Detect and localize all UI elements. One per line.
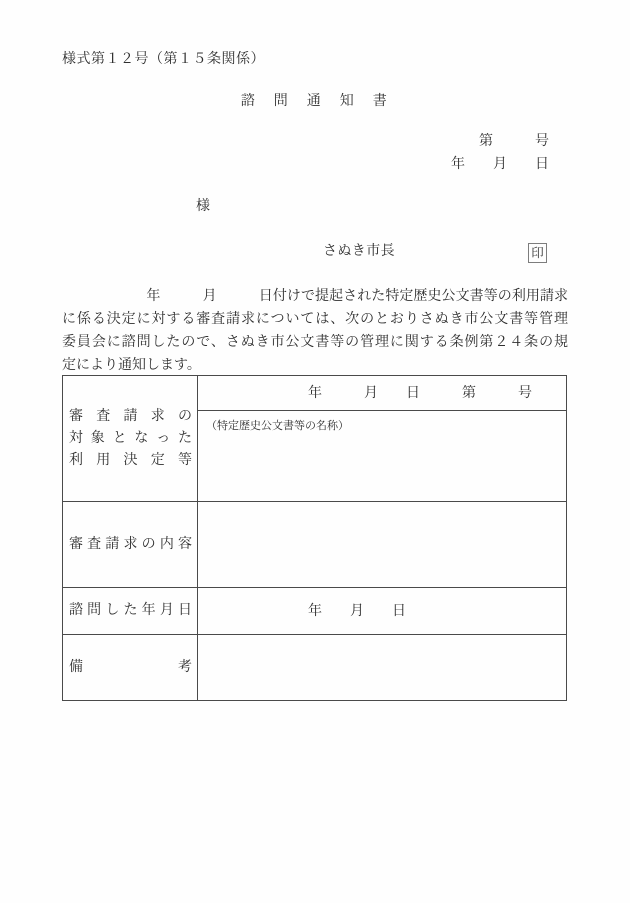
number-date-block bbox=[0, 130, 549, 176]
table-cell-subject bbox=[198, 376, 566, 501]
table-row-subject bbox=[63, 376, 566, 502]
table-cell-document-name: （特定歴史公文書等の名称） bbox=[206, 420, 349, 432]
document-title: 諮 問 通 知 書 bbox=[240, 94, 390, 109]
seal-icon: 印 bbox=[531, 245, 544, 260]
table-label-request-content-text: 審査請求の内容 bbox=[69, 536, 192, 552]
table-cell-date-number: 年 月 日 第 号 bbox=[198, 376, 566, 411]
date-line: 年 月 日 bbox=[451, 157, 549, 172]
body-paragraph bbox=[62, 285, 568, 377]
body-line-4: 定により通知します。 bbox=[62, 358, 201, 373]
addressee-suffix: 様 bbox=[196, 199, 210, 214]
table-row-consultation-date bbox=[63, 588, 566, 635]
body-line-3: 委員会に諮問したので、さぬき市公文書等の管理に関する条例第２４条の規 bbox=[62, 335, 568, 350]
table-label-subject-line-3: 利用決定等 bbox=[69, 452, 192, 468]
table-cell-remarks bbox=[198, 635, 566, 700]
table-row-request-content bbox=[63, 502, 566, 588]
table-label-subject-line-1: 審査請求の bbox=[69, 408, 192, 424]
body-line-2: に係る決定に対する審査請求については、次のとおりさぬき市公文書等管理 bbox=[62, 312, 568, 327]
table-label-remarks bbox=[63, 635, 198, 700]
table-label-subject bbox=[63, 376, 198, 501]
form-number: 様式第１２号（第１５条関係） bbox=[62, 52, 265, 67]
doc-number-line: 第 号 bbox=[479, 134, 549, 149]
table-label-remarks-text: 備 考 bbox=[69, 659, 192, 675]
table-cell-consultation-date: 年 月 日 bbox=[308, 603, 406, 619]
sender-name: さぬき市長 bbox=[323, 244, 395, 259]
seal-box bbox=[528, 243, 547, 263]
table-label-request-content bbox=[63, 502, 198, 587]
table-label-subject-line-2: 対象となった bbox=[69, 430, 192, 446]
table-row-remarks bbox=[63, 635, 566, 700]
table-label-consultation-date-text: 諮問した年月日 bbox=[69, 603, 192, 618]
body-line-1: 年 月 日付けで提起された特定歴史公文書等の利用請求 bbox=[62, 289, 568, 304]
review-table bbox=[62, 375, 567, 701]
table-cell-request-content bbox=[198, 502, 566, 587]
table-label-consultation-date bbox=[63, 588, 198, 634]
